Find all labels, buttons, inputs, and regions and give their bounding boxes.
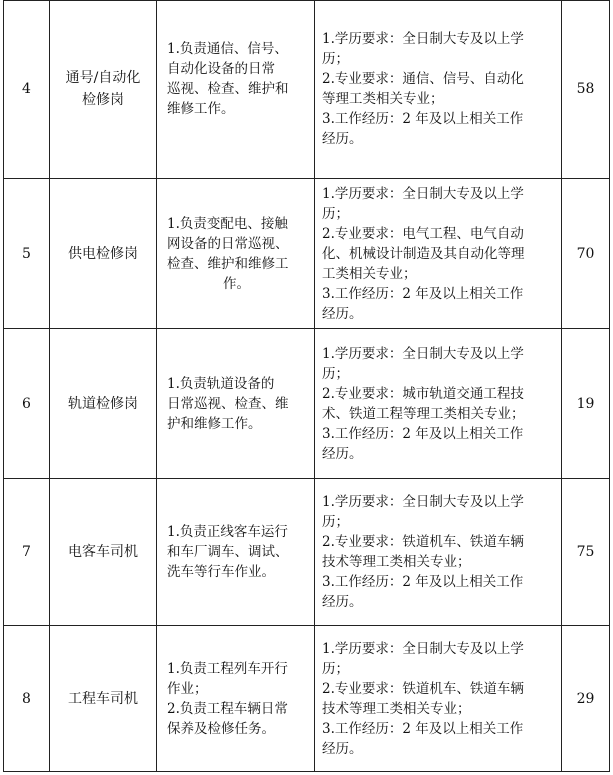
duty-line: 和车厂调车、调试、 (167, 544, 289, 560)
duty-line: 作。 (223, 275, 250, 292)
requirement-line: 历； (322, 514, 349, 530)
post-name (50, 626, 157, 772)
requirement-line: 3.工作经历：2 年及以上相关工作 (322, 574, 524, 590)
post-name-line: 通号/自动化 (65, 70, 141, 86)
requirements (315, 0, 562, 179)
duty-line: 1.负责正线客车运行 (167, 524, 288, 540)
duty-line: 洗车等行车作业。 (167, 564, 275, 580)
requirements (315, 626, 562, 772)
requirement-line: 工类相关专业； (322, 265, 417, 282)
post-name-line: 电客车司机 (68, 544, 138, 560)
requirements (315, 179, 562, 329)
post-name (50, 479, 157, 626)
requirement-line: 1.学历要求：全日制大专及以上学 (322, 31, 524, 47)
requirement-line: 1.学历要求：全日制大专及以上学 (322, 185, 524, 202)
duty-description (157, 479, 315, 626)
post-name-line: 工程车司机 (68, 690, 138, 707)
headcount: 58 (562, 0, 610, 179)
headcount: 75 (562, 479, 610, 626)
table-row-7 (3, 479, 610, 626)
requirement-line: 经历。 (322, 594, 363, 610)
duty-line: 网设备的日常巡视、 (167, 235, 289, 252)
requirement-line: 2.专业要求：通信、信号、自动化 (322, 71, 524, 87)
headcount: 19 (562, 329, 610, 479)
duty-description (157, 626, 315, 772)
requirement-line: 化、机械设计制造及其自动化等理 (322, 245, 525, 262)
requirement-line: 术、铁道工程等理工类相关专业； (322, 405, 525, 422)
post-name-line: 供电检修岗 (68, 245, 138, 262)
duty-line: 日常巡视、检查、维 (167, 395, 289, 412)
recruitment-table (3, 0, 610, 772)
requirement-line: 2.专业要求：铁道机车、铁道车辆 (322, 534, 524, 550)
requirement-line: 历； (322, 365, 349, 382)
duty-line: 自动化设备的日常 (167, 61, 275, 77)
requirement-line: 技术等理工类相关专业； (322, 554, 471, 570)
duty-line: 1.负责轨道设备的 (167, 375, 275, 392)
headcount: 70 (562, 179, 610, 329)
row-number: 4 (3, 0, 50, 179)
requirement-line: 历； (322, 51, 349, 67)
requirement-line: 3.工作经历：2 年及以上相关工作 (322, 111, 524, 127)
requirement-line: 经历。 (322, 131, 363, 147)
requirement-line: 经历。 (322, 305, 363, 322)
requirements (315, 329, 562, 479)
duty-line: 检查、维护和维修工 (167, 255, 289, 272)
requirement-line: 1.学历要求：全日制大专及以上学 (322, 640, 524, 657)
requirement-line: 2.专业要求：电气工程、电气自动 (322, 225, 524, 242)
post-name-line: 检修岗 (82, 92, 124, 108)
requirement-line: 1.学历要求：全日制大专及以上学 (322, 494, 524, 510)
table-row-4 (3, 0, 610, 179)
requirement-line: 2.专业要求：城市轨道交通工程技 (322, 385, 524, 402)
requirement-line: 3.工作经历：2 年及以上相关工作 (322, 720, 524, 737)
requirement-line: 3.工作经历：2 年及以上相关工作 (322, 285, 524, 302)
requirement-line: 等理工类相关专业； (322, 91, 444, 107)
duty-description (157, 329, 315, 479)
duty-line: 维修工作。 (167, 101, 235, 117)
table-row-5 (3, 179, 610, 329)
post-name (50, 0, 157, 179)
requirement-line: 经历。 (322, 445, 363, 462)
row-number: 8 (3, 626, 50, 772)
post-name (50, 329, 157, 479)
duty-line: 保养及检修任务。 (167, 720, 275, 737)
duty-line: 1.负责变配电、接触 (167, 215, 288, 232)
requirement-line: 历； (322, 205, 349, 222)
post-name-line: 轨道检修岗 (68, 395, 138, 412)
duty-line: 护和维修工作。 (167, 415, 262, 432)
duty-description (157, 0, 315, 179)
duty-line: 1.负责工程列车开行 (167, 660, 288, 677)
post-name (50, 179, 157, 329)
requirement-line: 历； (322, 660, 349, 677)
requirement-line: 2.专业要求：铁道机车、铁道车辆 (322, 680, 524, 697)
duty-description (157, 179, 315, 329)
duty-line: 巡视、检查、维护和 (167, 81, 289, 97)
table-row-8 (3, 626, 610, 772)
requirement-line: 1.学历要求：全日制大专及以上学 (322, 345, 524, 362)
requirement-line: 技术等理工类相关专业； (322, 700, 471, 717)
duty-line: 作业； (167, 680, 208, 697)
requirement-line: 经历。 (322, 740, 363, 757)
row-number: 7 (3, 479, 50, 626)
requirement-line: 3.工作经历：2 年及以上相关工作 (322, 425, 524, 442)
duty-line: 2.负责工程车辆日常 (167, 700, 288, 717)
requirements (315, 479, 562, 626)
duty-line: 1.负责通信、信号、 (167, 41, 288, 57)
headcount: 29 (562, 626, 610, 772)
row-number: 5 (3, 179, 50, 329)
table-row-6 (3, 329, 610, 479)
row-number: 6 (3, 329, 50, 479)
